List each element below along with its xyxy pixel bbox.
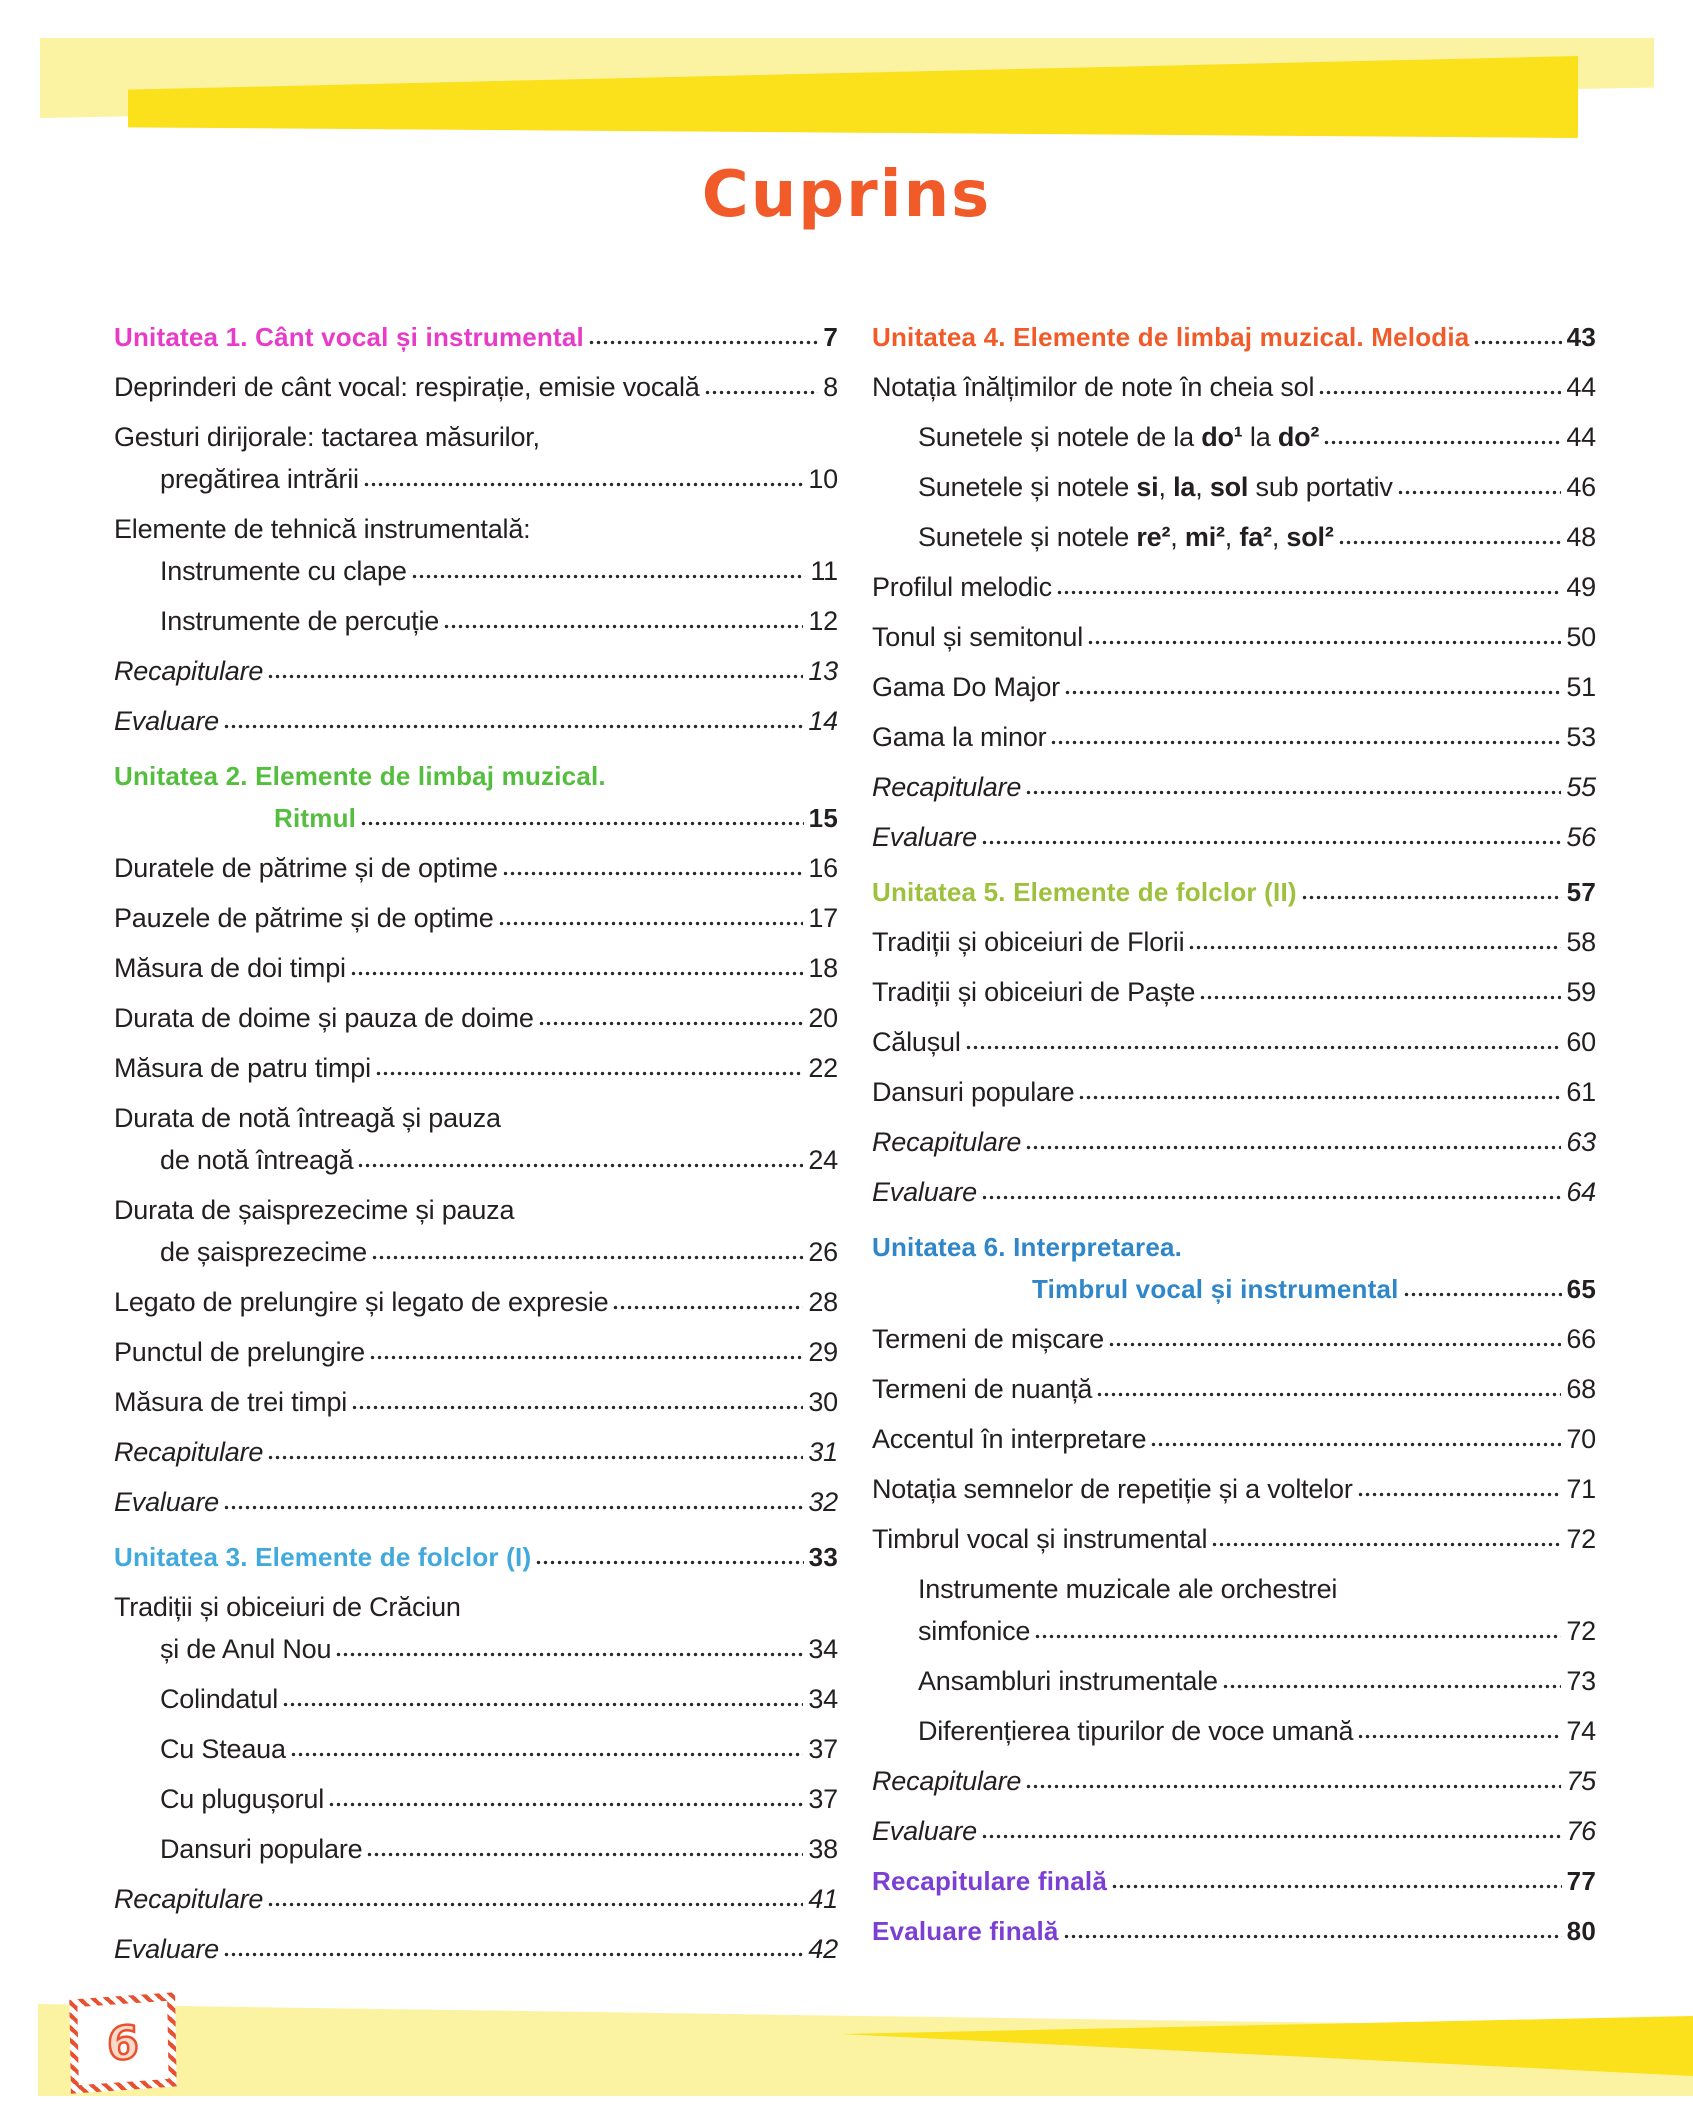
toc-page-number: 70: [1566, 1424, 1596, 1454]
toc-entry: [872, 568, 1596, 607]
dotted-leader: [372, 1254, 803, 1261]
toc-page-number: 41: [808, 1884, 838, 1914]
toc-entry-label: Recapitulare: [872, 1766, 1022, 1796]
toc-entry: [114, 1680, 838, 1719]
toc-unit-heading: [872, 1228, 1596, 1267]
toc-entry: [114, 1483, 838, 1522]
toc-entry: [114, 602, 838, 641]
toc-entry-label: Duratele de pătrime și de optime: [114, 853, 498, 883]
dotted-leader: [1109, 1341, 1561, 1348]
toc-entry-label: Măsura de patru timpi: [114, 1053, 371, 1083]
toc-entry: [114, 1780, 838, 1819]
toc-entry-label: Recapitulare finală: [872, 1866, 1107, 1896]
dotted-leader: [1088, 639, 1561, 646]
toc-entry: [872, 1173, 1596, 1212]
toc-entry-label: Evaluare: [872, 1816, 977, 1846]
dotted-leader: [412, 573, 806, 580]
toc-entry-label: Profilul melodic: [872, 572, 1052, 602]
toc-entry-label: simfonice: [918, 1616, 1031, 1646]
dotted-leader: [1151, 1441, 1561, 1448]
toc-entry: [872, 1320, 1596, 1359]
toc-entry-label: Evaluare: [872, 822, 977, 852]
dotted-leader: [370, 1354, 803, 1361]
toc-entry-label: Diferențierea tipurilor de voce umană: [918, 1716, 1354, 1746]
toc-entry: [114, 552, 838, 591]
toc-page-number: 24: [808, 1145, 838, 1175]
toc-unit-heading: [872, 873, 1596, 912]
toc-entry-label: Unitatea 1. Cânt vocal și instrumental: [114, 322, 584, 352]
toc-entry: [114, 899, 838, 938]
dotted-leader: [268, 673, 803, 680]
toc-page-number: 37: [808, 1784, 838, 1814]
dotted-leader: [1065, 689, 1561, 696]
dotted-leader: [499, 920, 804, 927]
dotted-leader: [1474, 339, 1561, 346]
toc-entry-label: Elemente de tehnică instrumentală:: [114, 514, 531, 544]
toc-page-number: 34: [808, 1634, 838, 1664]
toc-page-number: 31: [808, 1437, 838, 1467]
toc-page-number: 56: [1566, 822, 1596, 852]
toc-entry-label: Instrumente cu clape: [160, 556, 407, 586]
toc-page-number: 30: [808, 1387, 838, 1417]
toc-entry-label: Cu Steaua: [160, 1734, 286, 1764]
toc-page-number: 14: [808, 706, 838, 736]
toc-entry-label: Durata de șaisprezecime și pauza: [114, 1195, 515, 1225]
toc-entry: [872, 1470, 1596, 1509]
toc-page-number: 65: [1566, 1274, 1596, 1304]
toc-page-number: 64: [1566, 1177, 1596, 1207]
toc-entry-label: Notația înălțimilor de note în cheia sol: [872, 372, 1315, 402]
toc-entry-label: Tradiții și obiceiuri de Paște: [872, 977, 1196, 1007]
toc-page-number: 44: [1566, 372, 1596, 402]
dotted-leader: [982, 1833, 1561, 1840]
toc-page-number: 20: [808, 1003, 838, 1033]
toc-entry: [114, 1930, 838, 1969]
dotted-leader: [536, 1559, 803, 1566]
toc-entry-label: Evaluare: [114, 1487, 219, 1517]
toc-entry-label: Unitatea 2. Elemente de limbaj muzical.: [114, 761, 606, 791]
toc-entry: [872, 973, 1596, 1012]
toc-entry-label: Accentul în interpretare: [872, 1424, 1147, 1454]
toc-entry: [872, 1812, 1596, 1851]
toc-page-number: 59: [1566, 977, 1596, 1007]
toc-entry-label: de notă întreagă: [160, 1145, 354, 1175]
toc-page-number: 63: [1566, 1127, 1596, 1157]
toc-page-number: 43: [1566, 322, 1596, 352]
toc-page-number: 42: [808, 1934, 838, 1964]
dotted-leader: [367, 1851, 803, 1858]
dotted-leader: [1057, 589, 1561, 596]
toc-page-number: 28: [808, 1287, 838, 1317]
toc-page-number: 57: [1566, 877, 1596, 907]
toc-entry: [872, 1662, 1596, 1701]
toc-entry: [114, 1049, 838, 1088]
dotted-leader: [376, 1070, 803, 1077]
toc-entry: [114, 1588, 838, 1627]
toc-entry-label: Sunetele și notele de la do¹ la do²: [918, 422, 1320, 452]
toc-entry-label: Măsura de doi timpi: [114, 953, 346, 983]
toc-page-number: 10: [808, 464, 838, 494]
toc-entry: [114, 1333, 838, 1372]
dotted-leader: [224, 1504, 803, 1511]
toc-unit-heading: [872, 318, 1596, 357]
toc-page-number: 51: [1566, 672, 1596, 702]
toc-page-number: 74: [1566, 1716, 1596, 1746]
toc-entry: [872, 1712, 1596, 1751]
dotted-leader: [1189, 944, 1561, 951]
toc-entry-label: Instrumente de percuție: [160, 606, 440, 636]
toc-entry: [114, 652, 838, 691]
toc-page-number: 50: [1566, 622, 1596, 652]
toc-entry-label: Recapitulare: [114, 1884, 264, 1914]
toc-page-number: 66: [1566, 1324, 1596, 1354]
toc-entry-label: și de Anul Nou: [160, 1634, 332, 1664]
toc-page-number: 11: [810, 556, 838, 586]
toc-page-number: 72: [1566, 1524, 1596, 1554]
toc-entry: [872, 368, 1596, 407]
dotted-leader: [358, 1162, 803, 1169]
toc-entry-label: Durata de notă întreagă și pauza: [114, 1103, 501, 1133]
toc-entry-label: Deprinderi de cânt vocal: respirație, emisie vocală: [114, 372, 700, 402]
toc-page-number: 68: [1566, 1374, 1596, 1404]
toc-entry-label: Gama Do Major: [872, 672, 1060, 702]
toc-entry: [114, 1830, 838, 1869]
toc-entry: [872, 923, 1596, 962]
toc-entry: [872, 1570, 1596, 1609]
toc-entry: [114, 849, 838, 888]
toc-page-number: 8: [823, 372, 838, 402]
toc-entry-label: Recapitulare: [114, 1437, 264, 1467]
toc-page-number: 55: [1566, 772, 1596, 802]
dotted-leader: [1079, 1094, 1561, 1101]
toc-page-number: 7: [823, 322, 838, 352]
dotted-leader: [268, 1454, 803, 1461]
page-number: 6: [106, 2014, 140, 2072]
toc-page-number: 61: [1566, 1077, 1596, 1107]
toc-page-number: 44: [1566, 422, 1596, 452]
dotted-leader: [982, 839, 1561, 846]
toc-page-number: 58: [1566, 927, 1596, 957]
toc-entry: [872, 1612, 1596, 1651]
toc-entry-label: Unitatea 6. Interpretarea.: [872, 1232, 1183, 1262]
dotted-leader: [268, 1901, 803, 1908]
toc-entry: [872, 418, 1596, 457]
toc-entry-label: Termeni de nuanță: [872, 1374, 1093, 1404]
toc-entry-label: Recapitulare: [114, 656, 264, 686]
toc-entry-label: Evaluare: [114, 1934, 219, 1964]
toc-page-number: 18: [808, 953, 838, 983]
toc-entry: [114, 1283, 838, 1322]
toc-entry: [872, 518, 1596, 557]
toc-page-number: 77: [1566, 1866, 1596, 1896]
dotted-leader: [705, 389, 819, 396]
dotted-leader: [1212, 1541, 1561, 1548]
toc-page-number: 73: [1566, 1666, 1596, 1696]
dotted-leader: [1064, 1933, 1562, 1940]
dotted-leader: [1112, 1883, 1562, 1890]
toc-page-number: 22: [808, 1053, 838, 1083]
dotted-leader: [1358, 1491, 1562, 1498]
dotted-leader: [283, 1701, 803, 1708]
toc-entry: [114, 1099, 838, 1138]
toc-entry-label: Pauzele de pătrime și de optime: [114, 903, 494, 933]
toc-entry-label: Unitatea 5. Elemente de folclor (II): [872, 877, 1297, 907]
dotted-leader: [336, 1651, 803, 1658]
dotted-leader: [503, 870, 804, 877]
toc-entry: [872, 1123, 1596, 1162]
dotted-leader: [224, 723, 803, 730]
dotted-leader: [1339, 539, 1562, 546]
toc-page-number: 16: [808, 853, 838, 883]
toc-entry-label: Termeni de mișcare: [872, 1324, 1104, 1354]
toc-page-number: 49: [1566, 572, 1596, 602]
toc-unit-heading: [114, 1538, 838, 1577]
toc-entry-label: Evaluare: [114, 706, 219, 736]
toc-entry-label: Unitatea 4. Elemente de limbaj muzical. Melodia: [872, 322, 1470, 352]
toc-entry: [872, 768, 1596, 807]
toc-entry: [114, 1730, 838, 1769]
toc-entry: [114, 1383, 838, 1422]
toc-unit-heading: [872, 1270, 1596, 1309]
toc-page-number: 53: [1566, 722, 1596, 752]
toc-entry-label: Instrumente muzicale ale orchestrei: [918, 1574, 1338, 1604]
toc-entry: [872, 1762, 1596, 1801]
toc-entry: [872, 818, 1596, 857]
toc-entry: [114, 1630, 838, 1669]
toc-page-number: 48: [1566, 522, 1596, 552]
toc-page-number: 76: [1566, 1816, 1596, 1846]
toc-entry-label: Tradiții și obiceiuri de Florii: [872, 927, 1185, 957]
toc-page-number: 72: [1566, 1616, 1596, 1646]
dotted-leader: [1026, 1783, 1561, 1790]
toc-entry-label: Tonul și semitonul: [872, 622, 1084, 652]
dotted-leader: [1026, 789, 1561, 796]
dotted-leader: [1097, 1391, 1561, 1398]
toc-page-number: 33: [808, 1542, 838, 1572]
toc-entry: [114, 949, 838, 988]
toc-entry: [114, 1141, 838, 1180]
toc-entry-label: Călușul: [872, 1027, 961, 1057]
dotted-leader: [1051, 739, 1561, 746]
page-title: Cuprins: [701, 158, 992, 232]
toc-unit-heading: [114, 799, 838, 838]
toc-page-number: 38: [808, 1834, 838, 1864]
toc-entry: [872, 1520, 1596, 1559]
toc-entry-label: Gesturi dirijorale: tactarea măsurilor,: [114, 422, 540, 452]
page-number-badge-inner: [77, 2001, 168, 2085]
toc-entry-label: Dansuri populare: [872, 1077, 1075, 1107]
toc-entry-label: Gama la minor: [872, 722, 1047, 752]
dotted-leader: [364, 481, 804, 488]
toc-entry: [114, 368, 838, 407]
toc-page-number: 17: [808, 903, 838, 933]
toc-entry-label: Dansuri populare: [160, 1834, 363, 1864]
toc-entry: [114, 460, 838, 499]
toc-entry: [114, 1880, 838, 1919]
dotted-leader: [1302, 894, 1562, 901]
toc-page-number: 32: [808, 1487, 838, 1517]
dotted-leader: [1398, 489, 1562, 496]
toc-column-right: [872, 318, 1596, 1962]
toc-page-number: 13: [808, 656, 838, 686]
toc-entry-label: Ritmul: [274, 803, 357, 833]
dotted-leader: [1200, 994, 1561, 1001]
toc-page-number: 29: [808, 1337, 838, 1367]
dotted-leader: [1223, 1683, 1562, 1690]
toc-page-number: 46: [1566, 472, 1596, 502]
toc-page-number: 12: [808, 606, 838, 636]
toc-page-number: 26: [808, 1237, 838, 1267]
toc-unit-heading: [872, 1862, 1596, 1901]
toc-entry-label: Ansambluri instrumentale: [918, 1666, 1218, 1696]
toc-entry: [872, 1370, 1596, 1409]
toc-unit-heading: [114, 318, 838, 357]
toc-entry: [872, 718, 1596, 757]
toc-entry: [872, 668, 1596, 707]
toc-entry-label: Tradiții și obiceiuri de Crăciun: [114, 1592, 461, 1622]
toc-unit-heading: [114, 757, 838, 796]
toc-entry-label: Legato de prelungire și legato de expresie: [114, 1287, 609, 1317]
toc-entry-label: Sunetele și notele re², mi², fa², sol²: [918, 522, 1334, 552]
dotted-leader: [224, 1951, 803, 1958]
toc-entry-label: Evaluare: [872, 1177, 977, 1207]
toc-entry-label: Timbrul vocal și instrumental: [1032, 1274, 1399, 1304]
toc-entry-label: Măsura de trei timpi: [114, 1387, 348, 1417]
toc-entry-label: Evaluare finală: [872, 1916, 1059, 1946]
dotted-leader: [1026, 1144, 1561, 1151]
toc-entry-label: Durata de doime și pauza de doime: [114, 1003, 534, 1033]
toc-entry-label: Recapitulare: [872, 1127, 1022, 1157]
dotted-leader: [352, 1404, 803, 1411]
dotted-leader: [444, 623, 803, 630]
toc-entry-label: de șaisprezecime: [160, 1237, 367, 1267]
dotted-leader: [351, 970, 804, 977]
toc-entry-label: Unitatea 3. Elemente de folclor (I): [114, 1542, 532, 1572]
toc-entry-label: pregătirea intrării: [160, 464, 359, 494]
toc-entry: [114, 510, 838, 549]
toc-entry: [114, 1433, 838, 1472]
toc-entry-label: Sunetele și notele si, la, sol sub portativ: [918, 472, 1393, 502]
toc-entry: [872, 618, 1596, 657]
dotted-leader: [613, 1304, 803, 1311]
toc-entry-label: Timbrul vocal și instrumental: [872, 1524, 1208, 1554]
dotted-leader: [329, 1801, 803, 1808]
dotted-leader: [1324, 439, 1561, 446]
toc-page-number: 71: [1566, 1474, 1596, 1504]
dotted-leader: [1404, 1291, 1562, 1298]
toc-entry-label: Recapitulare: [872, 772, 1022, 802]
toc-column-left: [114, 318, 838, 1980]
dotted-leader: [1358, 1733, 1561, 1740]
toc-page-number: 80: [1566, 1916, 1596, 1946]
toc-page-number: 60: [1566, 1027, 1596, 1057]
toc-entry-label: Notația semnelor de repetiție și a voltelor: [872, 1474, 1353, 1504]
toc-page-number: 37: [808, 1734, 838, 1764]
dotted-leader: [539, 1020, 804, 1027]
toc-entry: [114, 1233, 838, 1272]
toc-page-number: 15: [808, 803, 838, 833]
dotted-leader: [982, 1194, 1561, 1201]
toc-entry: [114, 418, 838, 457]
toc-entry-label: Punctul de prelungire: [114, 1337, 365, 1367]
toc-entry-label: Colindatul: [160, 1684, 279, 1714]
dotted-leader: [589, 339, 818, 346]
toc-entry: [872, 1023, 1596, 1062]
dotted-leader: [966, 1044, 1562, 1051]
toc-page-number: 75: [1566, 1766, 1596, 1796]
toc-entry-label: Cu plugușorul: [160, 1784, 325, 1814]
dotted-leader: [1319, 389, 1561, 396]
toc-unit-heading: [872, 1912, 1596, 1951]
dotted-leader: [361, 820, 804, 827]
toc-entry: [872, 468, 1596, 507]
dotted-leader: [1035, 1633, 1561, 1640]
dotted-leader: [291, 1751, 804, 1758]
toc-entry: [872, 1420, 1596, 1459]
page-number-badge: [69, 1992, 176, 2094]
toc-entry: [114, 1191, 838, 1230]
toc-entry: [114, 999, 838, 1038]
toc-entry: [872, 1073, 1596, 1112]
toc-page-number: 34: [808, 1684, 838, 1714]
toc-entry: [114, 702, 838, 741]
